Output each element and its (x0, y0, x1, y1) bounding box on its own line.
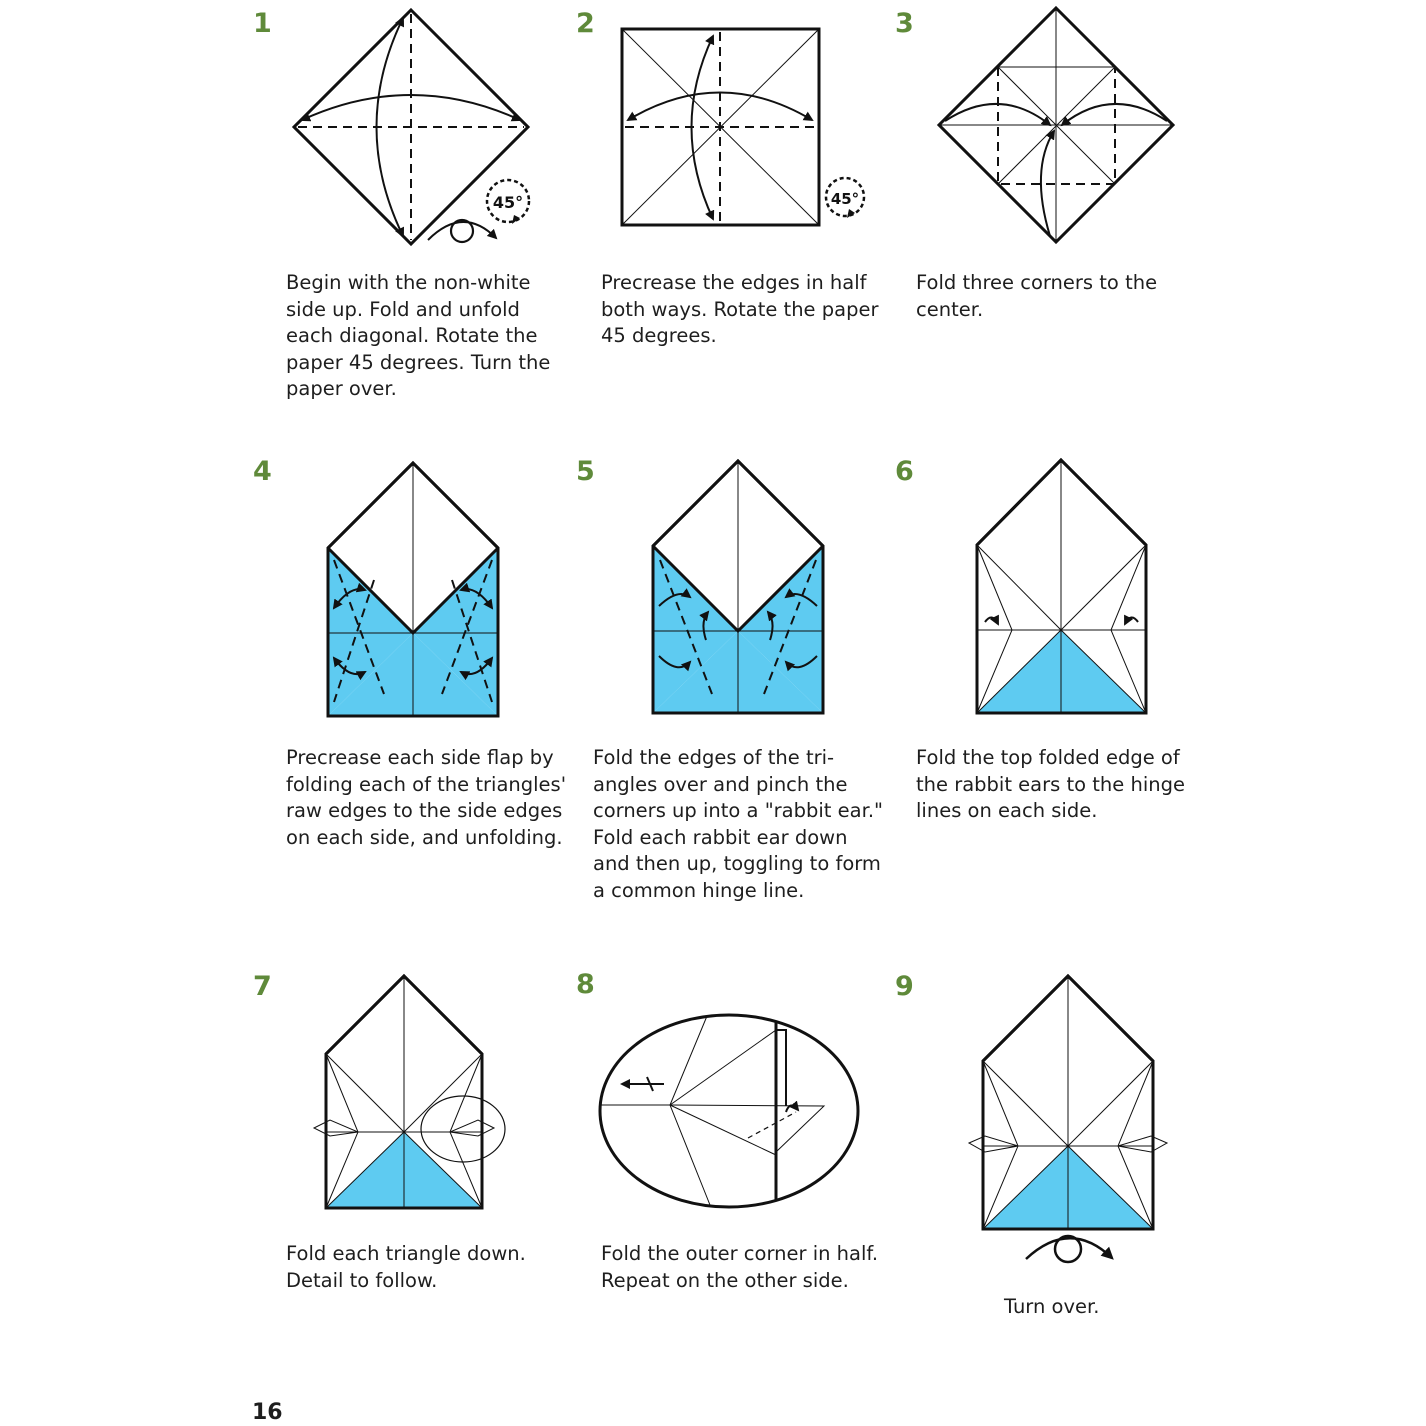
step-1-diagram (294, 10, 529, 244)
caption-line: paper 45 degrees. Turn the (286, 350, 551, 374)
caption-line: Detail to follow. (286, 1268, 438, 1292)
step-number-3: 3 (895, 8, 914, 39)
caption-line: Fold the edges of the tri- (593, 746, 835, 769)
caption-line: Fold three corners to the (916, 271, 1158, 294)
caption-line: Fold each rabbit ear down (593, 825, 848, 849)
caption-line: Turn over. (1004, 1295, 1100, 1318)
step-5-diagram (653, 461, 823, 713)
caption-line: Fold the outer corner in half. (601, 1242, 879, 1265)
step-number-1: 1 (253, 8, 272, 39)
caption-line: Precrease the edges in half (601, 271, 867, 294)
caption-line: the rabbit ears to the hinge (916, 772, 1185, 796)
step-3-diagram (939, 8, 1173, 242)
step-number-6: 6 (895, 456, 914, 487)
caption-line: and then up, toggling to form (593, 852, 881, 875)
step-number-9: 9 (895, 971, 914, 1002)
caption-line: folding each of the triangles' (286, 772, 567, 796)
caption-line: 45 degrees. (601, 324, 717, 347)
caption-line: corners up into a "rabbit ear." (593, 799, 883, 822)
caption-line: Precrease each side flap by (286, 746, 554, 769)
step-8-diagram (600, 1015, 858, 1207)
caption-line: on each side, and unfolding. (286, 825, 563, 849)
caption-line: Begin with the non-white (286, 271, 531, 294)
caption-line: side up. Fold and unfold (286, 297, 520, 321)
caption-line: Fold the top folded edge of (916, 746, 1180, 769)
caption-line: angles over and pinch the (593, 772, 848, 796)
rotation-label: 45° (830, 190, 860, 208)
step-6-diagram (977, 460, 1146, 713)
step-number-2: 2 (576, 8, 595, 39)
caption-line: each diagonal. Rotate the (286, 324, 538, 347)
caption-line: both ways. Rotate the paper (601, 297, 879, 321)
step-4-diagram (328, 463, 498, 716)
step-number-4: 4 (253, 456, 272, 487)
step-number-8: 8 (576, 969, 595, 1000)
step-2-diagram (622, 29, 864, 225)
caption-line: Repeat on the other side. (601, 1268, 849, 1292)
turn-over-icon (428, 220, 496, 242)
step-number-7: 7 (253, 971, 272, 1002)
rotation-label: 45° (492, 193, 524, 212)
caption-line: a common hinge line. (593, 878, 805, 902)
page-number: 16 (252, 1400, 283, 1425)
step-7-diagram (314, 976, 505, 1208)
caption-line: Fold each triangle down. (286, 1242, 526, 1265)
caption-line: lines on each side. (916, 799, 1098, 822)
caption-line: paper over. (286, 377, 397, 400)
caption-line: raw edges to the side edges (286, 799, 563, 822)
turn-over-icon (1026, 1236, 1112, 1262)
rotate-icon (487, 180, 529, 224)
step-9-diagram (969, 976, 1167, 1262)
rotate-icon (826, 178, 864, 218)
step-number-5: 5 (576, 456, 595, 487)
caption-line: center. (916, 297, 984, 321)
